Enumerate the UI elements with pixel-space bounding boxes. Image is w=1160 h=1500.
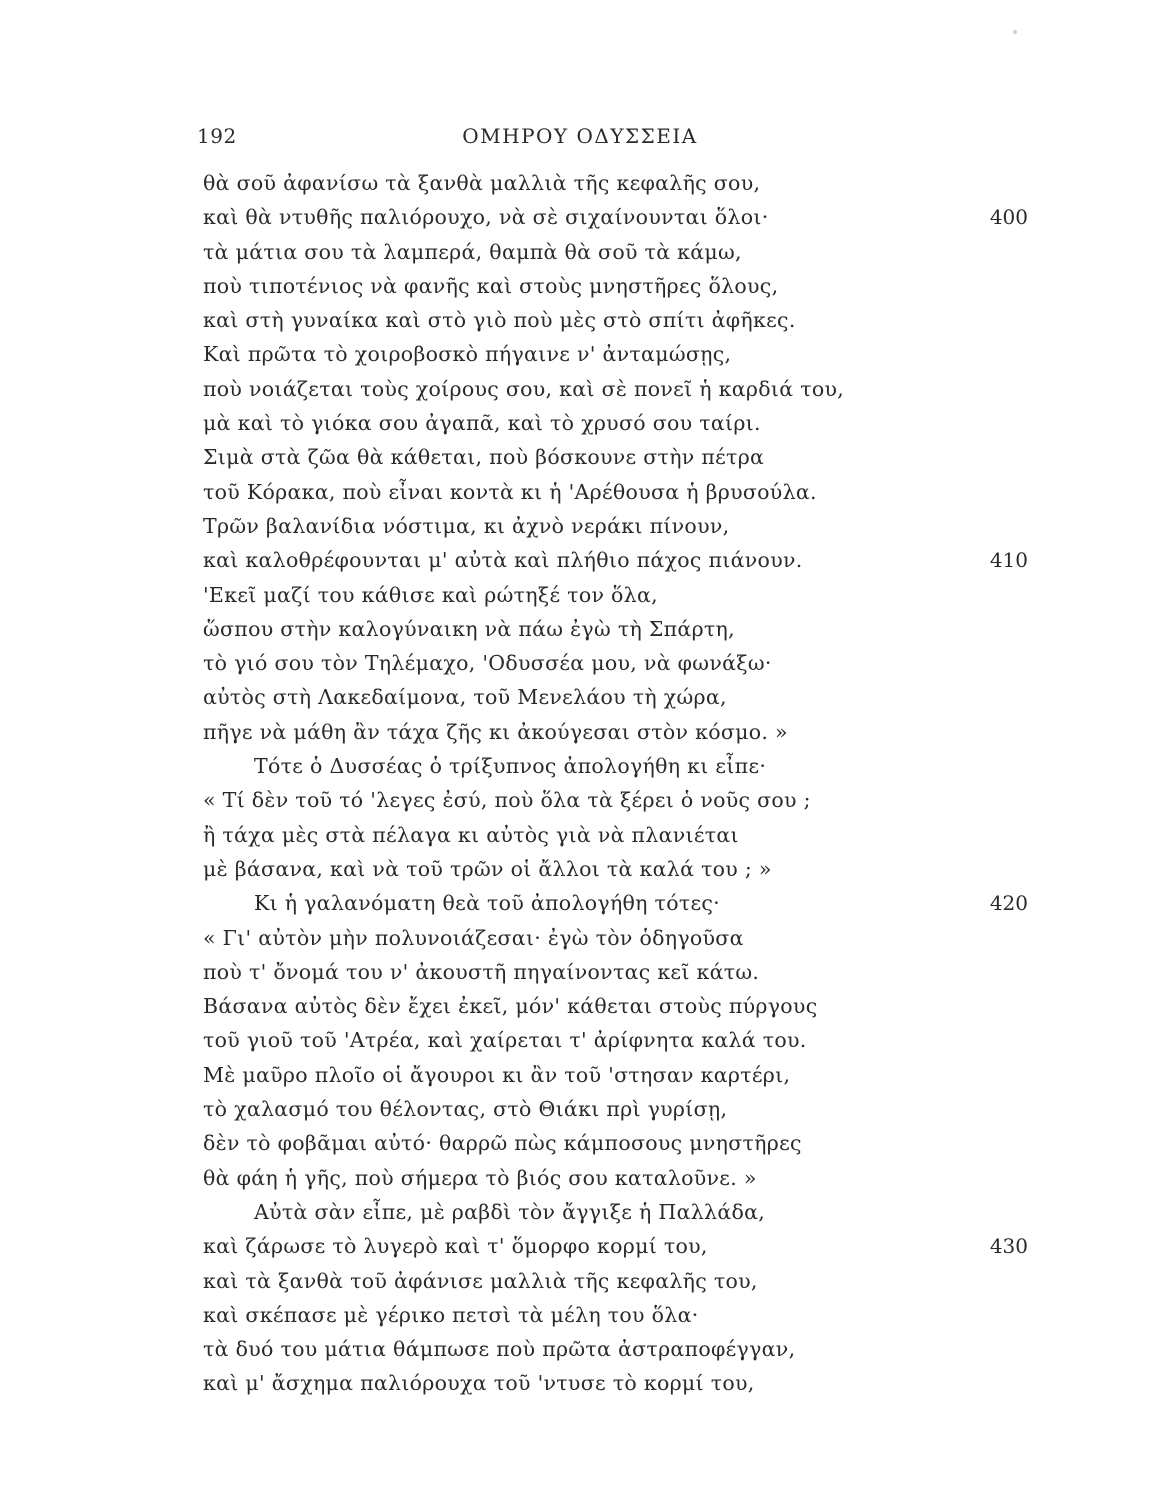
verse-line — [0, 955, 1160, 989]
verse-line — [0, 337, 1160, 371]
verse-text: καὶ ζάρωσε τὸ λυγερὸ καὶ τ' ὅμορφο κορμί του, — [203, 1234, 708, 1259]
verse-text: ποὺ τιποτένιος νὰ φανῆς καὶ στοὺς μνηστῆρες ὅλους, — [203, 273, 779, 298]
line-number: 430 — [989, 1234, 1028, 1259]
verse-text: Καὶ πρῶτα τὸ χοιροβοσκὸ πήγαινε ν' ἀνταμώσῃς, — [203, 342, 732, 367]
verse-line — [0, 1092, 1160, 1126]
running-title: ΟΜΗΡΟΥ ΟΔΥΣΣΕΙΑ — [462, 124, 698, 148]
verse-line — [0, 440, 1160, 474]
verse-line — [0, 509, 1160, 543]
verse-line — [0, 1229, 1160, 1263]
verse-line — [0, 783, 1160, 817]
verse-text: Βάσανα αὐτὸς δὲν ἔχει ἐκεῖ, μόν' κάθεται στοὺς πύργους — [203, 994, 818, 1019]
verse-text: Τρῶν βαλανίδια νόστιμα, κι ἀχνὸ νεράκι πίνουν, — [203, 513, 730, 538]
verse-text: τὰ μάτια σου τὰ λαμπερά, θαμπὰ θὰ σοῦ τὰ κάμω, — [203, 239, 742, 264]
verse-text: δὲν τὸ φοβᾶμαι αὐτό· θαρρῶ πὼς κάμποσους μνηστῆρες — [203, 1131, 802, 1156]
verse-text: Σιμὰ στὰ ζῶα θὰ κάθεται, ποὺ βόσκουνε στὴν πέτρα — [203, 445, 765, 470]
verse-text: Αὐτὰ σὰν εἶπε, μὲ ραβδὶ τὸν ἄγγιξε ἡ Παλλάδα, — [254, 1199, 766, 1224]
verse-line — [0, 475, 1160, 509]
line-number: 420 — [989, 891, 1028, 916]
verse-line — [0, 578, 1160, 612]
verse-text: καὶ τὰ ξανθὰ τοῦ ἀφάνισε μαλλιὰ τῆς κεφαλῆς του, — [203, 1268, 758, 1293]
verse-text: καὶ μ' ἄσχημα παλιόρουχα τοῦ 'ντυσε τὸ κορμί του, — [203, 1371, 755, 1396]
verse-text: καὶ σκέπασε μὲ γέρικο πετσὶ τὰ μέλη του ὅλα· — [203, 1302, 699, 1327]
verse-text: θὰ φάη ἡ γῆς, ποὺ σήμερα τὸ βιός σου καταλοῦνε. » — [203, 1165, 757, 1190]
verse-text: θὰ σοῦ ἀφανίσω τὰ ξανθὰ μαλλιὰ τῆς κεφαλῆς σου, — [203, 171, 761, 195]
verse-line — [0, 852, 1160, 886]
verse-text: τοῦ Κόρακα, ποὺ εἶναι κοντὰ κι ἡ 'Αρέθουσα ἡ βρυσούλα. — [203, 479, 817, 504]
verse-text: Τότε ὁ Δυσσέας ὁ τρίξυπνος ἀπολογήθη κι εἶπε· — [254, 754, 767, 779]
verse-text: μὲ βάσανα, καὶ νὰ τοῦ τρῶν οἱ ἄλλοι τὰ καλά του ; » — [203, 856, 772, 881]
verse-text: τὸ χαλασμό του θέλοντας, στὸ Θιάκι πρὶ γυρίσῃ, — [203, 1097, 728, 1122]
verse-line — [0, 749, 1160, 783]
verse-line — [0, 303, 1160, 337]
verse-line — [0, 1023, 1160, 1057]
verse-line — [0, 715, 1160, 749]
line-number: 410 — [989, 548, 1028, 573]
verse-text: ποὺ τ' ὄνομά του ν' ἀκουστῆ πηγαίνοντας κεῖ κάτω. — [203, 959, 760, 984]
verse-line — [0, 680, 1160, 714]
verse-line — [0, 1195, 1160, 1229]
verse-text: καὶ καλοθρέφουνται μ' αὐτὰ καὶ πλήθιο πάχος πιάνουν. — [203, 548, 803, 573]
verse-line — [0, 235, 1160, 269]
verse-text: 'Εκεῖ μαζί του κάθισε καὶ ρώτηξέ τον ὅλα, — [203, 582, 658, 607]
verse-line — [0, 269, 1160, 303]
verse-text: πῆγε νὰ μάθη ἂν τάχα ζῆς κι ἀκούγεσαι στὸν κόσμο. » — [203, 719, 788, 744]
verse-text: τὰ δυό του μάτια θάμπωσε ποὺ πρῶτα ἀστραποφέγγαν, — [203, 1337, 796, 1362]
verse-line — [0, 543, 1160, 577]
verse-text: τὸ γιό σου τὸν Τηλέμαχο, 'Οδυσσέα μου, νὰ φωνάξω· — [203, 651, 772, 676]
verse-text: « Γι' αὐτὸν μὴν πολυνοιάζεσαι· ἐγὼ τὸν ὁδηγοῦσα — [203, 925, 744, 950]
verse-line — [0, 989, 1160, 1023]
verse-text: μὰ καὶ τὸ γιόκα σου ἀγαπᾶ, καὶ τὸ χρυσό σου ταίρι. — [203, 411, 761, 436]
verse-line — [0, 646, 1160, 680]
verse-text: Κι ἡ γαλανόματη θεὰ τοῦ ἀπολογήθη τότες· — [254, 891, 721, 916]
verse-line — [0, 200, 1160, 234]
verse-text: « Τί δὲν τοῦ τό 'λεγες ἐσύ, ποὺ ὅλα τὰ ξέρει ὁ νοῦς σου ; — [203, 788, 811, 813]
verse-text: καὶ θὰ ντυθῆς παλιόρουχο, νὰ σὲ σιχαίνουνται ὅλοι· — [203, 205, 769, 230]
verse-line — [0, 406, 1160, 440]
verse-line — [0, 1298, 1160, 1332]
verse-line — [0, 612, 1160, 646]
verse-block — [0, 166, 1160, 1401]
verse-line — [0, 1161, 1160, 1195]
verse-line — [0, 1366, 1160, 1400]
verse-text: καὶ στὴ γυναίκα καὶ στὸ γιὸ ποὺ μὲς στὸ σπίτι ἀφῆκες. — [203, 308, 796, 333]
verse-line — [0, 1332, 1160, 1366]
line-number: 400 — [989, 205, 1028, 230]
verse-text: ποὺ νοιάζεται τοὺς χοίρους σου, καὶ σὲ πονεῖ ἡ καρδιά του, — [203, 376, 845, 401]
verse-text: Μὲ μαῦρο πλοῖο οἱ ἄγουροι κι ἂν τοῦ 'στησαν καρτέρι, — [203, 1062, 791, 1087]
verse-text: αὐτὸς στὴ Λακεδαίμονα, τοῦ Μενελάου τὴ χώρα, — [203, 685, 727, 710]
verse-line — [0, 1126, 1160, 1160]
verse-line — [0, 921, 1160, 955]
page-number: 192 — [197, 124, 237, 148]
verse-line — [0, 372, 1160, 406]
verse-line — [0, 166, 1160, 200]
verse-text: ἢ τάχα μὲς στὰ πέλαγα κι αὐτὸς γιὰ νὰ πλανιέται — [203, 822, 739, 847]
verse-line — [0, 1264, 1160, 1298]
verse-text: τοῦ γιοῦ τοῦ 'Ατρέα, καὶ χαίρεται τ' ἀρίφνητα καλά του. — [203, 1028, 807, 1053]
verse-text: ὥσπου στὴν καλογύναικη νὰ πάω ἐγὼ τὴ Σπάρτη, — [203, 616, 735, 641]
verse-line — [0, 1058, 1160, 1092]
verse-line — [0, 818, 1160, 852]
page-speck — [1013, 30, 1017, 34]
verse-line — [0, 886, 1160, 920]
